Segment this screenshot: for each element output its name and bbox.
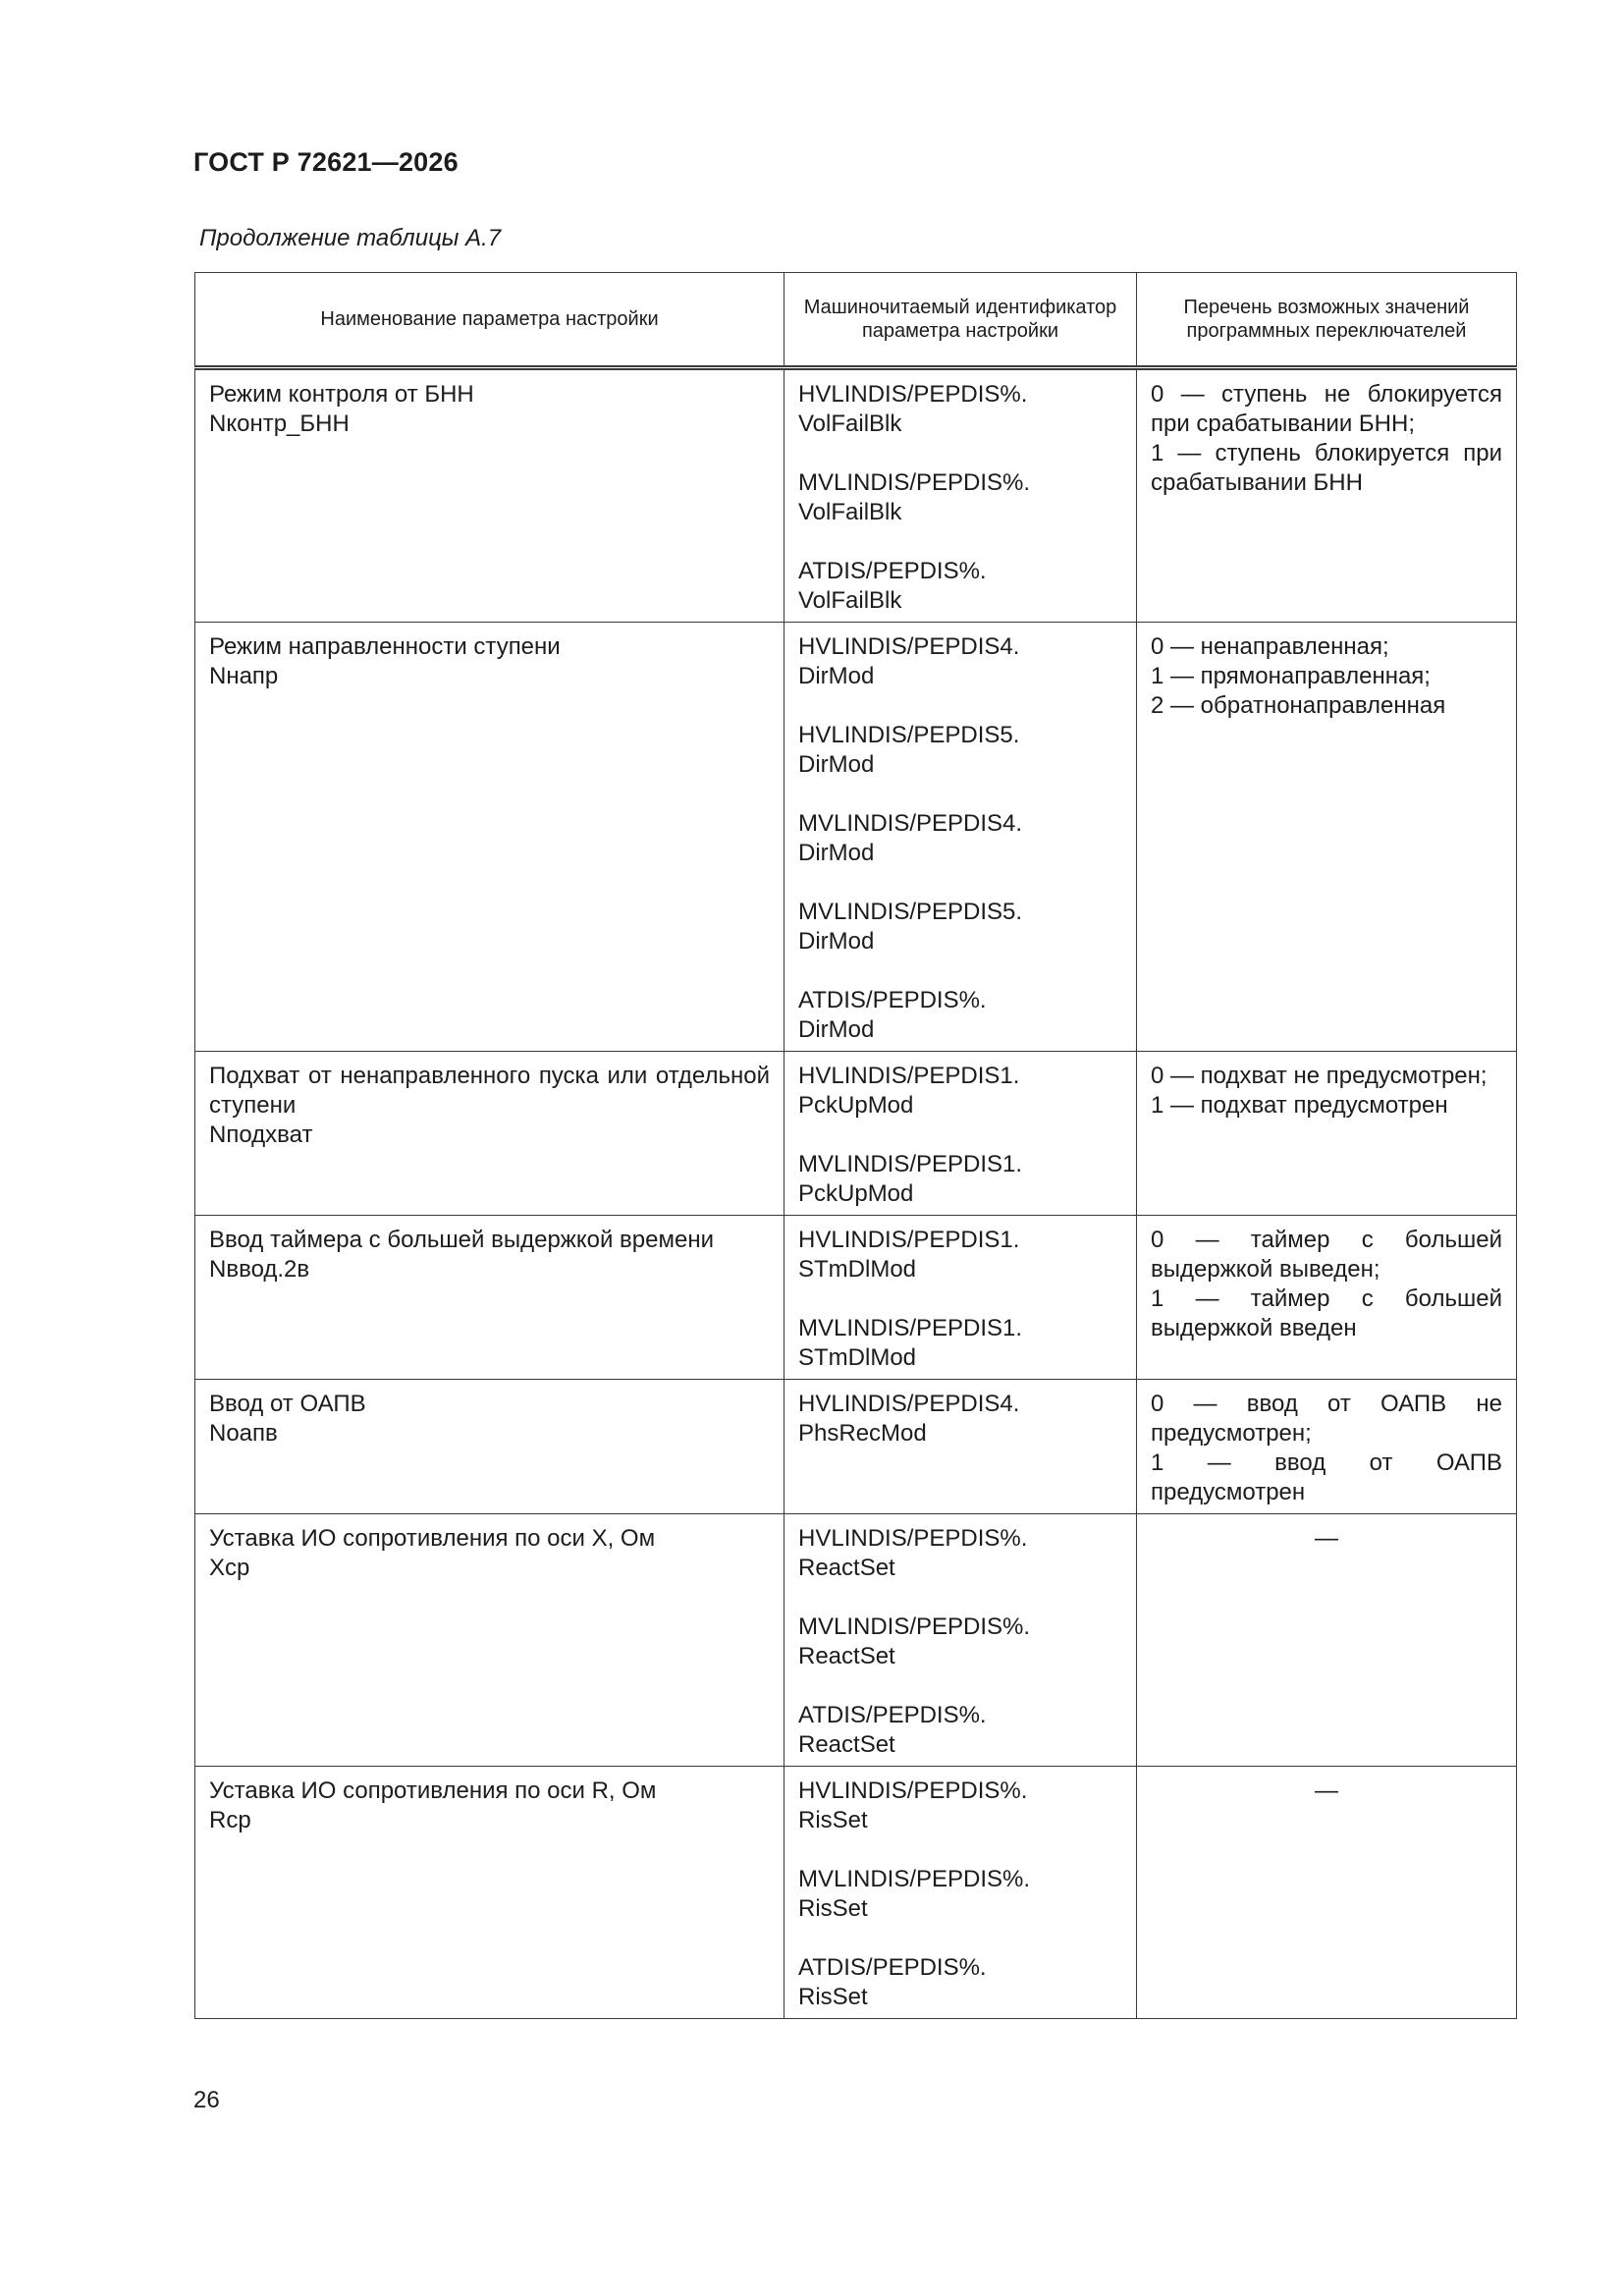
parameter-name: Режим контроля от БНН bbox=[209, 381, 474, 408]
identifier-attribute: RisSet bbox=[798, 1984, 868, 2010]
table-row bbox=[195, 368, 1517, 623]
identifier-attribute: ReactSet bbox=[798, 1555, 895, 1581]
parameter-name-cell bbox=[195, 1767, 784, 2019]
identifier-attribute: ReactSet bbox=[798, 1643, 895, 1669]
machine-identifier bbox=[798, 1613, 1122, 1671]
machine-identifier-cell bbox=[784, 1052, 1137, 1216]
header-parameter-name: Наименование параметра настройки bbox=[195, 273, 784, 368]
parameter-symbol: Nконтр_БНН bbox=[209, 410, 350, 437]
parameters-table bbox=[194, 272, 1517, 2019]
possible-value: 1 — подхват предусмотрен bbox=[1151, 1092, 1448, 1119]
identifier-path: HVLINDIS/PEPDIS1. bbox=[798, 1227, 1020, 1253]
machine-identifier bbox=[798, 468, 1122, 527]
parameter-symbol: Nподхват bbox=[209, 1121, 313, 1148]
parameter-name-cell bbox=[195, 368, 784, 623]
identifier-path: MVLINDIS/PEPDIS%. bbox=[798, 1866, 1031, 1892]
identifier-path: ATDIS/PEPDIS%. bbox=[798, 987, 987, 1013]
possible-values-cell bbox=[1137, 368, 1517, 623]
parameter-name-cell bbox=[195, 1514, 784, 1767]
identifier-path: HVLINDIS/PEPDIS1. bbox=[798, 1063, 1020, 1089]
table-header-row bbox=[195, 273, 1517, 368]
identifier-path: ATDIS/PEPDIS%. bbox=[798, 1702, 987, 1728]
table-row bbox=[195, 1380, 1517, 1514]
machine-identifier-cell bbox=[784, 623, 1137, 1052]
machine-identifier bbox=[798, 1226, 1122, 1285]
possible-value: 0 — ввод от ОАПВ не предусмотрен; bbox=[1151, 1391, 1502, 1447]
identifier-attribute: RisSet bbox=[798, 1895, 868, 1922]
machine-identifier-cell bbox=[784, 368, 1137, 623]
table-row bbox=[195, 623, 1517, 1052]
identifier-path: HVLINDIS/PEPDIS4. bbox=[798, 633, 1020, 660]
identifier-attribute: VolFailBlk bbox=[798, 410, 902, 437]
parameter-symbol: Nнапр bbox=[209, 663, 279, 689]
table-body bbox=[195, 368, 1517, 2019]
page-number: 26 bbox=[193, 2087, 220, 2113]
identifier-path: MVLINDIS/PEPDIS1. bbox=[798, 1151, 1023, 1177]
empty-value-dash: — bbox=[1315, 1777, 1338, 1804]
machine-identifier bbox=[798, 809, 1122, 868]
machine-identifier bbox=[798, 380, 1122, 439]
identifier-path: HVLINDIS/PEPDIS5. bbox=[798, 722, 1020, 748]
possible-value: 0 — ненаправленная; bbox=[1151, 633, 1389, 660]
identifier-path: HVLINDIS/PEPDIS%. bbox=[798, 1777, 1028, 1804]
identifier-path: HVLINDIS/PEPDIS%. bbox=[798, 1525, 1028, 1552]
possible-values-cell bbox=[1137, 1380, 1517, 1514]
identifier-attribute: DirMod bbox=[798, 751, 875, 778]
identifier-attribute: STmDlMod bbox=[798, 1344, 917, 1371]
possible-value: 0 — ступень не блокируется при срабатывании БНН; bbox=[1151, 381, 1502, 437]
identifier-attribute: PckUpMod bbox=[798, 1092, 914, 1119]
identifier-attribute: DirMod bbox=[798, 928, 875, 955]
possible-value: 1 — ступень блокируется при срабатывании БНН bbox=[1151, 440, 1502, 496]
identifier-path: ATDIS/PEPDIS%. bbox=[798, 558, 987, 584]
possible-value: 2 — обратнонаправленная bbox=[1151, 692, 1446, 719]
identifier-attribute: DirMod bbox=[798, 840, 875, 866]
table-caption: Продолжение таблицы А.7 bbox=[199, 225, 502, 251]
machine-identifier bbox=[798, 1701, 1122, 1760]
identifier-path: ATDIS/PEPDIS%. bbox=[798, 1954, 987, 1981]
parameter-symbol: Nввод.2в bbox=[209, 1256, 310, 1283]
parameter-name-cell bbox=[195, 1380, 784, 1514]
identifier-attribute: PhsRecMod bbox=[798, 1420, 927, 1447]
possible-values-cell bbox=[1137, 1514, 1517, 1767]
table-row bbox=[195, 1514, 1517, 1767]
document-code: ГОСТ Р 72621—2026 bbox=[193, 147, 459, 177]
machine-identifier bbox=[798, 1777, 1122, 1835]
parameter-name-cell bbox=[195, 1216, 784, 1380]
parameter-name: Ввод таймера с большей выдержкой времени bbox=[209, 1227, 714, 1253]
identifier-attribute: PckUpMod bbox=[798, 1180, 914, 1207]
parameter-name: Уставка ИО сопротивления по оси X, Ом bbox=[209, 1525, 656, 1552]
parameter-name: Ввод от ОАПВ bbox=[209, 1391, 366, 1417]
parameter-name-cell bbox=[195, 623, 784, 1052]
machine-identifier bbox=[798, 557, 1122, 616]
machine-identifier bbox=[798, 1524, 1122, 1583]
machine-identifier bbox=[798, 632, 1122, 691]
identifier-attribute: STmDlMod bbox=[798, 1256, 917, 1283]
identifier-attribute: VolFailBlk bbox=[798, 587, 902, 614]
identifier-path: HVLINDIS/PEPDIS%. bbox=[798, 381, 1028, 408]
machine-identifier bbox=[798, 1865, 1122, 1924]
machine-identifier bbox=[798, 1390, 1122, 1449]
identifier-path: HVLINDIS/PEPDIS4. bbox=[798, 1391, 1020, 1417]
parameter-symbol: Rср bbox=[209, 1807, 251, 1833]
machine-identifier bbox=[798, 986, 1122, 1045]
possible-value: 0 — таймер с большей выдержкой выведен; bbox=[1151, 1227, 1502, 1283]
possible-values-cell bbox=[1137, 1767, 1517, 2019]
identifier-path: MVLINDIS/PEPDIS5. bbox=[798, 899, 1023, 925]
possible-value: 1 — прямонаправленная; bbox=[1151, 663, 1431, 689]
possible-value: 1 — ввод от ОАПВ предусмотрен bbox=[1151, 1449, 1502, 1505]
possible-values-cell bbox=[1137, 1216, 1517, 1380]
identifier-attribute: VolFailBlk bbox=[798, 499, 902, 525]
empty-value-dash: — bbox=[1315, 1525, 1338, 1552]
identifier-path: MVLINDIS/PEPDIS%. bbox=[798, 469, 1031, 496]
parameter-symbol: Xср bbox=[209, 1555, 250, 1581]
possible-values-cell bbox=[1137, 1052, 1517, 1216]
identifier-attribute: ReactSet bbox=[798, 1731, 895, 1758]
machine-identifier-cell bbox=[784, 1380, 1137, 1514]
parameter-name: Подхват от ненаправленного пуска или отдельной ступени bbox=[209, 1063, 770, 1119]
machine-identifier-cell bbox=[784, 1216, 1137, 1380]
machine-identifier bbox=[798, 721, 1122, 780]
machine-identifier-cell bbox=[784, 1514, 1137, 1767]
identifier-path: MVLINDIS/PEPDIS%. bbox=[798, 1613, 1031, 1640]
header-possible-values: Перечень возможных значений программных переключателей bbox=[1137, 273, 1517, 368]
machine-identifier bbox=[798, 898, 1122, 957]
identifier-attribute: RisSet bbox=[798, 1807, 868, 1833]
machine-identifier bbox=[798, 1953, 1122, 2012]
parameter-name-cell bbox=[195, 1052, 784, 1216]
identifier-attribute: DirMod bbox=[798, 1016, 875, 1043]
table-row bbox=[195, 1052, 1517, 1216]
parameter-name: Уставка ИО сопротивления по оси R, Ом bbox=[209, 1777, 657, 1804]
possible-value: 0 — подхват не предусмотрен; bbox=[1151, 1063, 1488, 1089]
identifier-path: MVLINDIS/PEPDIS4. bbox=[798, 810, 1023, 837]
identifier-attribute: DirMod bbox=[798, 663, 875, 689]
machine-identifier bbox=[798, 1150, 1122, 1209]
possible-value: 1 — таймер с большей выдержкой введен bbox=[1151, 1285, 1502, 1341]
header-machine-identifier: Машиночитаемый идентификатор параметра настройки bbox=[784, 273, 1137, 368]
machine-identifier bbox=[798, 1062, 1122, 1121]
machine-identifier bbox=[798, 1314, 1122, 1373]
parameter-symbol: Nоапв bbox=[209, 1420, 278, 1447]
parameter-name: Режим направленности ступени bbox=[209, 633, 561, 660]
possible-values-cell bbox=[1137, 623, 1517, 1052]
table-row bbox=[195, 1216, 1517, 1380]
table-row bbox=[195, 1767, 1517, 2019]
identifier-path: MVLINDIS/PEPDIS1. bbox=[798, 1315, 1023, 1341]
machine-identifier-cell bbox=[784, 1767, 1137, 2019]
